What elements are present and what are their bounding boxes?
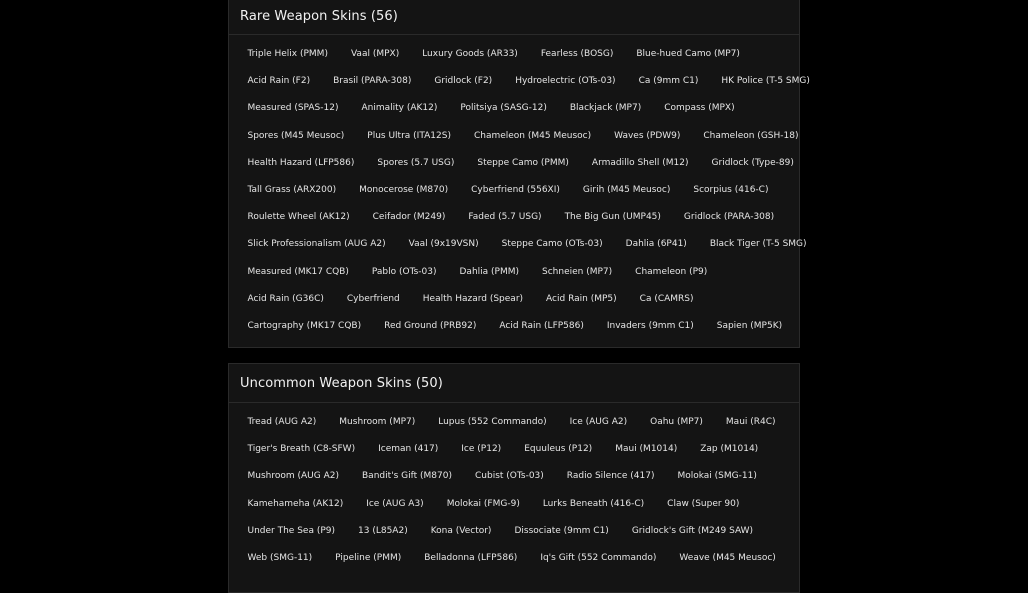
skin-item[interactable]: Politsiya (SASG-12): [460, 103, 547, 114]
skin-item[interactable]: The Big Gun (UMP45): [564, 212, 661, 223]
skin-row: [236, 545, 792, 572]
skin-item[interactable]: Animality (AK12): [361, 103, 438, 114]
skin-item[interactable]: Acid Rain (F2): [247, 76, 311, 87]
skin-item[interactable]: Plus Ultra (ITA12S): [367, 130, 451, 141]
skin-item[interactable]: Ice (AUG A2): [569, 417, 628, 428]
skin-item[interactable]: Sapien (MP5K): [716, 320, 783, 331]
skin-item[interactable]: Slick Professionalism (AUG A2): [247, 239, 386, 250]
skin-item[interactable]: Steppe Camo (PMM): [477, 157, 569, 168]
skin-row: [236, 150, 792, 177]
skin-item[interactable]: Dahlia (PMM): [459, 266, 520, 277]
skin-item[interactable]: Kamehameha (AK12): [247, 498, 344, 509]
skin-row: [236, 491, 792, 518]
skin-item[interactable]: 13 (L85A2): [358, 525, 408, 536]
skin-row: [236, 41, 792, 68]
skin-item[interactable]: Lupus (552 Commando): [438, 417, 547, 428]
rare-skins-list: [229, 35, 810, 340]
skin-item[interactable]: Vaal (MPX): [350, 49, 400, 60]
skin-item[interactable]: Vaal (9x19VSN): [408, 239, 479, 250]
skin-item[interactable]: Waves (PDW9): [614, 130, 681, 141]
skin-item[interactable]: Faded (5.7 USG): [468, 212, 542, 223]
skin-item[interactable]: Web (SMG-11): [247, 553, 313, 564]
skin-row: [236, 68, 810, 95]
skin-item[interactable]: Mushroom (MP7): [339, 417, 416, 428]
skin-item[interactable]: Black Tiger (T-5 SMG): [709, 239, 807, 250]
skin-item[interactable]: HK Police (T-5 SMG): [721, 76, 810, 87]
skin-item[interactable]: Measured (SPAS-12): [247, 103, 339, 114]
skin-item[interactable]: Health Hazard (LFP586): [247, 157, 355, 168]
skin-item[interactable]: Cyberfriend (556XI): [471, 185, 560, 196]
skin-item[interactable]: Scorpius (416-C): [693, 185, 769, 196]
skin-item[interactable]: Tall Grass (ARX200): [247, 185, 337, 196]
skin-item[interactable]: Blue-hued Camo (MP7): [636, 49, 740, 60]
skin-item[interactable]: Girih (M45 Meusoc): [582, 185, 671, 196]
skin-item[interactable]: Chameleon (P9): [635, 266, 708, 277]
skin-item[interactable]: Radio Silence (417): [566, 471, 655, 482]
skin-item[interactable]: Under The Sea (P9): [247, 525, 336, 536]
skin-item[interactable]: Cartography (MK17 CQB): [247, 320, 362, 331]
skin-item[interactable]: Gridlock (Type-89): [711, 157, 794, 168]
skin-item[interactable]: Health Hazard (Spear): [422, 293, 524, 304]
uncommon-skins-panel: [228, 363, 800, 593]
skin-item[interactable]: Ca (CAMRS): [639, 293, 694, 304]
skin-item[interactable]: Kona (Vector): [430, 525, 492, 536]
skin-item[interactable]: Fearless (BOSG): [540, 49, 614, 60]
rare-skins-panel: [228, 0, 810, 348]
skin-item[interactable]: Acid Rain (G36C): [247, 293, 324, 304]
skin-row: [236, 123, 799, 150]
skin-item[interactable]: Molokai (SMG-11): [677, 471, 757, 482]
rare-skins-header: [229, 0, 799, 35]
skin-item[interactable]: Maui (R4C): [725, 417, 776, 428]
skin-item[interactable]: Acid Rain (MP5): [546, 293, 617, 304]
skin-item[interactable]: Dahlia (6P41): [625, 239, 687, 250]
skin-item[interactable]: Measured (MK17 CQB): [247, 266, 349, 277]
skin-row: [236, 204, 792, 231]
uncommon-skins-list: [229, 403, 799, 572]
skin-row: [236, 95, 792, 122]
skin-item[interactable]: Chameleon (M45 Meusoc): [473, 130, 592, 141]
skin-item[interactable]: Ice (P12): [461, 444, 502, 455]
skin-row: [236, 436, 792, 463]
skin-item[interactable]: Armadillo Shell (M12): [591, 157, 689, 168]
skin-item[interactable]: Claw (Super 90): [667, 498, 740, 509]
skin-row: [236, 177, 792, 204]
skin-item[interactable]: Mushroom (AUG A2): [247, 471, 339, 482]
skin-item[interactable]: Compass (MPX): [664, 103, 735, 114]
skin-item[interactable]: Tread (AUG A2): [247, 417, 317, 428]
skin-item[interactable]: Lurks Beneath (416-C): [542, 498, 645, 509]
skin-item[interactable]: Spores (M45 Meusoc): [247, 130, 345, 141]
skin-item[interactable]: Brasil (PARA-308): [333, 76, 412, 87]
skin-item[interactable]: Dissociate (9mm C1): [514, 525, 609, 536]
skin-item[interactable]: Oahu (MP7): [650, 417, 703, 428]
skin-row: [236, 313, 792, 340]
skin-item[interactable]: Luxury Goods (AR33): [422, 49, 518, 60]
skin-item[interactable]: Schneien (MP7): [542, 266, 613, 277]
skin-item[interactable]: Equuleus (P12): [524, 444, 593, 455]
uncommon-skins-title: Uncommon Weapon Skins (50): [240, 375, 443, 391]
skin-item[interactable]: Blackjack (MP7): [569, 103, 642, 114]
skin-item[interactable]: Monocerose (M870): [359, 185, 449, 196]
skin-row: [236, 286, 792, 313]
skin-item[interactable]: Triple Helix (PMM): [247, 49, 328, 60]
skin-item[interactable]: Red Ground (PRB92): [384, 320, 477, 331]
skin-row: [236, 231, 807, 258]
rare-skins-title: Rare Weapon Skins (56): [240, 9, 398, 24]
skin-item[interactable]: Iq's Gift (552 Commando): [540, 553, 657, 564]
skin-item[interactable]: Zap (M1014): [700, 444, 759, 455]
skin-item[interactable]: Hydroelectric (OTs-03): [515, 76, 616, 87]
skin-row: [236, 409, 792, 436]
skin-item[interactable]: Chameleon (GSH-18): [703, 130, 799, 141]
skin-item[interactable]: Iceman (417): [378, 444, 439, 455]
skin-item[interactable]: Cubist (OTs-03): [475, 471, 544, 482]
skin-item[interactable]: Tiger's Breath (C8-SFW): [247, 444, 356, 455]
skin-item[interactable]: Cyberfriend: [346, 293, 400, 304]
skin-item[interactable]: Gridlock (PARA-308): [683, 212, 775, 223]
skin-item[interactable]: Maui (M1014): [615, 444, 678, 455]
skin-item[interactable]: Pablo (OTs-03): [371, 266, 437, 277]
skin-item[interactable]: Molokai (FMG-9): [446, 498, 520, 509]
skin-item[interactable]: Spores (5.7 USG): [377, 157, 455, 168]
skin-item[interactable]: Roulette Wheel (AK12): [247, 212, 350, 223]
skin-row: [236, 463, 792, 490]
skin-item[interactable]: Ice (AUG A3): [366, 498, 424, 509]
skin-item[interactable]: Belladonna (LFP586): [424, 553, 518, 564]
skin-item[interactable]: Pipeline (PMM): [335, 553, 402, 564]
skin-item[interactable]: Bandit's Gift (M870): [362, 471, 452, 482]
skin-item[interactable]: Gridlock's Gift (M249 SAW): [631, 525, 754, 536]
skin-item[interactable]: Acid Rain (LFP586): [499, 320, 584, 331]
skin-item[interactable]: Ca (9mm C1): [638, 76, 699, 87]
skin-item[interactable]: Steppe Camo (OTs-03): [501, 239, 603, 250]
skin-item[interactable]: Ceifador (M249): [372, 212, 446, 223]
uncommon-skins-header: [229, 364, 799, 403]
skin-item[interactable]: Gridlock (F2): [434, 76, 493, 87]
skin-item[interactable]: Invaders (9mm C1): [606, 320, 694, 331]
skin-item[interactable]: Weave (M45 Meusoc): [679, 553, 776, 564]
skin-row: [236, 259, 792, 286]
skin-row: [236, 518, 792, 545]
